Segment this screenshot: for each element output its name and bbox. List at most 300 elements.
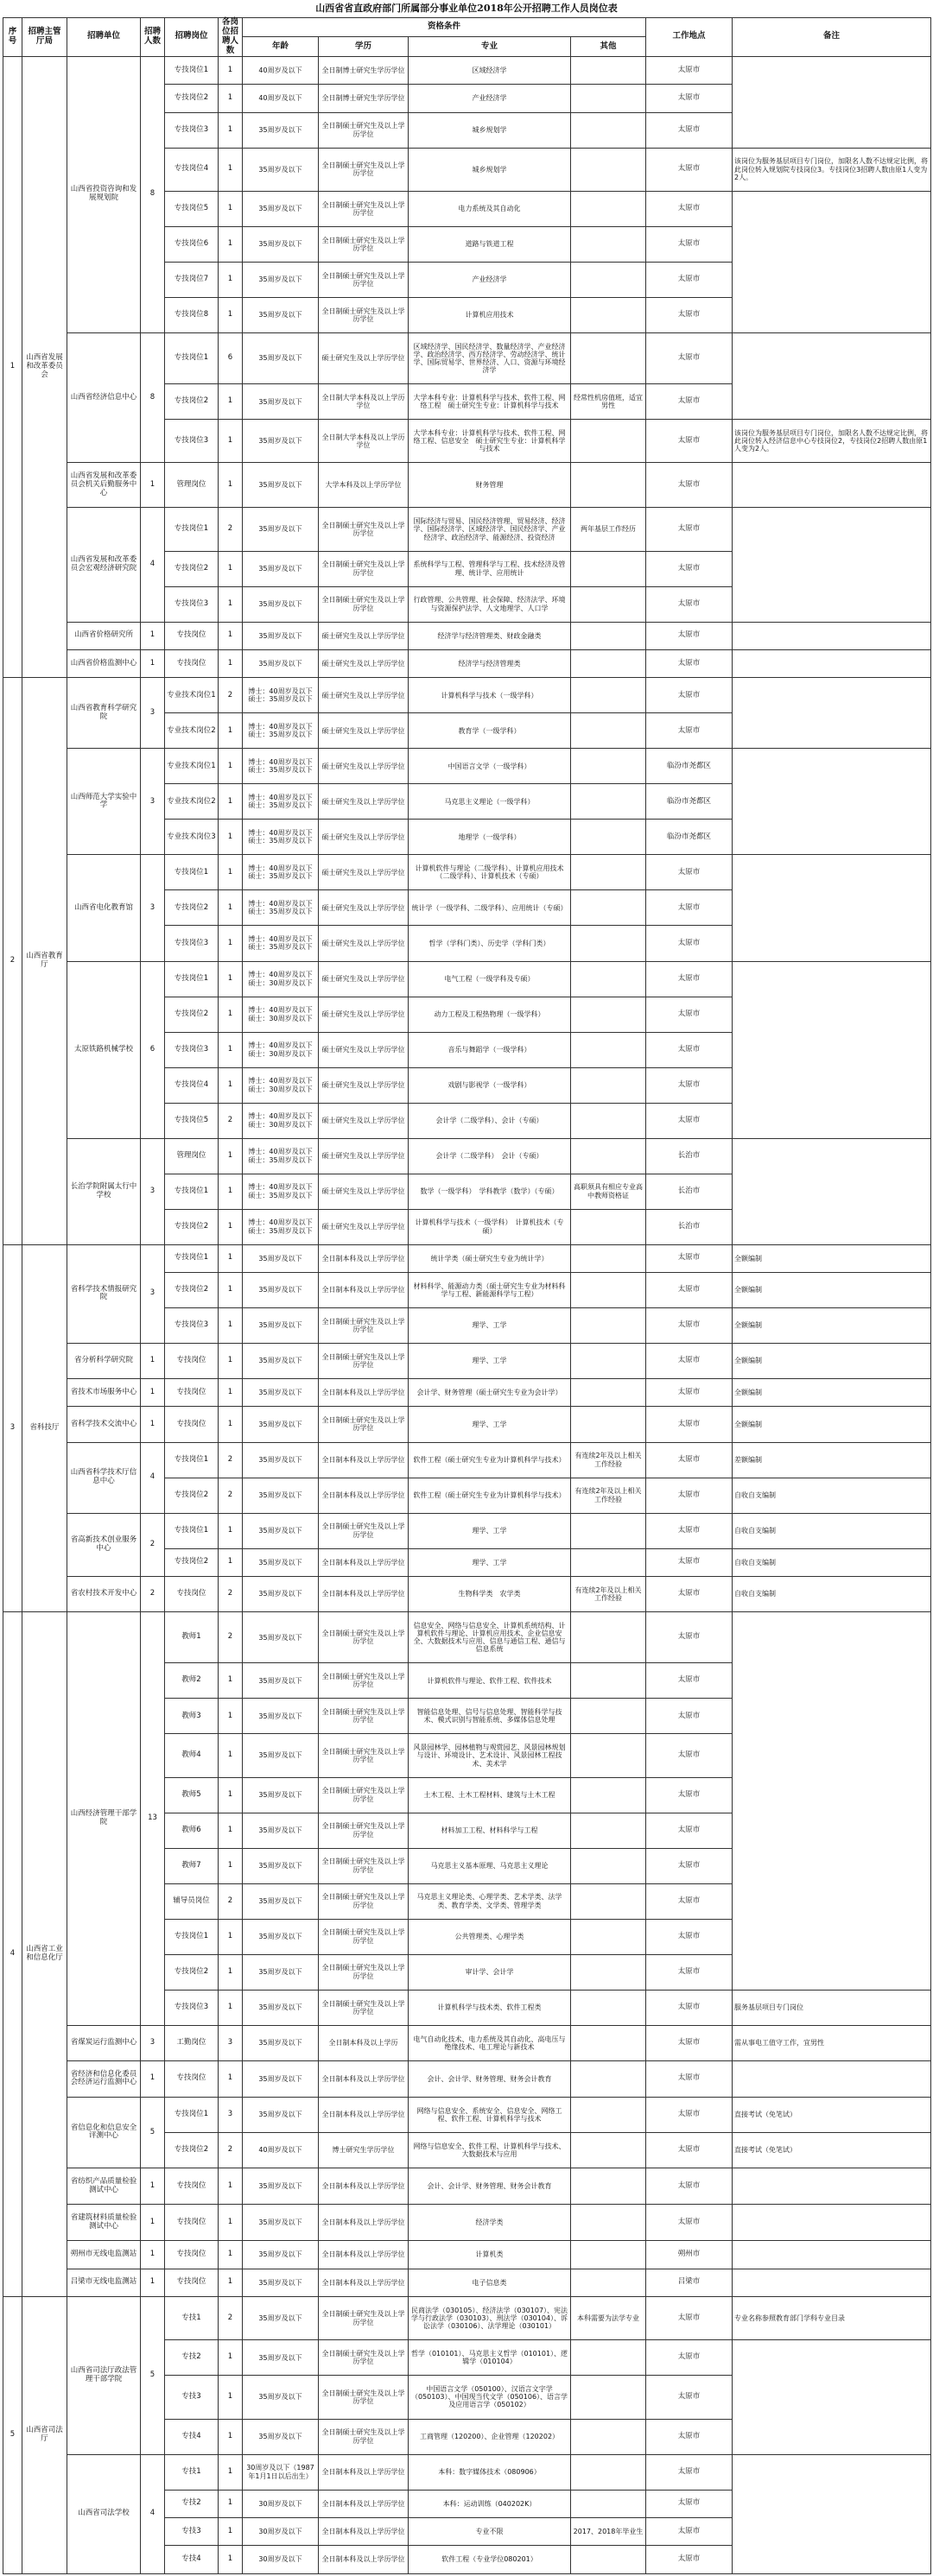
post-cell: 专技岗位3	[165, 926, 219, 961]
place-cell: 太原市	[646, 1777, 733, 1813]
major-cell: 系统科学与工程、管理科学与工程、技术经济及管理、统计学、应用统计	[409, 551, 571, 586]
table-row	[3, 2454, 931, 2490]
post-cell: 教师6	[165, 1813, 219, 1848]
unit-count-cell: 4	[141, 508, 165, 622]
post-count-cell: 1	[219, 2490, 243, 2517]
post-cell: 专技岗位2	[165, 1548, 219, 1576]
major-cell: 音乐与舞蹈学（一级学科）	[409, 1032, 571, 1067]
age-cell: 35周岁及以下	[243, 1548, 319, 1576]
post-cell: 专业技术岗位1	[165, 749, 219, 784]
place-cell: 太原市	[646, 1513, 733, 1548]
place-cell: 太原市	[646, 1954, 733, 1990]
edu-cell: 全日制硕士研究生及以上学历学位	[319, 1699, 409, 1734]
dept-cell: 省科技厅	[22, 1244, 67, 1611]
other-cell	[571, 1379, 646, 1407]
other-cell	[571, 1734, 646, 1777]
edu-cell: 硕士研究生及以上学历学位	[319, 961, 409, 997]
edu-cell: 硕士研究生及以上学历学位	[319, 1032, 409, 1067]
post-cell: 专技岗位3	[165, 420, 219, 463]
other-cell	[571, 2546, 646, 2573]
age-cell: 博士：40周岁及以下 硕士：35周岁及以下	[243, 784, 319, 820]
post-count-cell: 1	[219, 784, 243, 820]
age-cell: 博士：40周岁及以下 硕士：30周岁及以下	[243, 1103, 319, 1138]
major-cell: 材料科学、能源动力类（硕士研究生专业为材料科学与工程、新能源科学与工程）	[409, 1273, 571, 1308]
age-cell: 35周岁及以下	[243, 148, 319, 191]
major-cell: 哲学（学科门类）、历史学（学科门类）	[409, 926, 571, 961]
note-cell: 自收自支编制	[733, 1576, 931, 1611]
note-cell: 自收自支编制	[733, 1548, 931, 1576]
place-cell: 太原市	[646, 1273, 733, 1308]
edu-cell: 全日制硕士研究生及以上学历学位	[319, 1990, 409, 2025]
table-row	[3, 2241, 931, 2269]
age-cell: 35周岁及以下	[243, 1813, 319, 1848]
post-cell: 专技岗位	[165, 2205, 219, 2241]
place-cell: 太原市	[646, 112, 733, 148]
major-cell: 民商法学（030105）、经济法学（030107）、宪法学与行政法学（030103）、刑法学（030104）、诉讼法学（030106）、法学理论（030101）	[409, 2297, 571, 2340]
age-cell: 博士：40周岁及以下 硕士：35周岁及以下	[243, 1209, 319, 1244]
place-cell: 朔州市	[646, 2241, 733, 2269]
major-cell: 本科：数字媒体技术（080906）	[409, 2454, 571, 2490]
other-cell	[571, 2454, 646, 2490]
unit-count-cell: 3	[141, 749, 165, 855]
post-count-cell: 1	[219, 1513, 243, 1548]
major-cell: 地理学（一级学科）	[409, 820, 571, 855]
other-cell	[571, 1273, 646, 1308]
post-cell: 专技岗位2	[165, 1478, 219, 1513]
age-cell: 35周岁及以下	[243, 262, 319, 297]
other-cell: 两年基层工作经历	[571, 508, 646, 551]
table-row	[3, 2269, 931, 2296]
post-count-cell: 1	[219, 2517, 243, 2545]
post-count-cell: 1	[219, 961, 243, 997]
edu-cell: 硕士研究生及以上学历学位	[319, 855, 409, 890]
unit-count-cell: 1	[141, 1379, 165, 1407]
place-cell: 太原市	[646, 2205, 733, 2241]
post-cell: 专技岗位1	[165, 1442, 219, 1478]
place-cell: 太原市	[646, 148, 733, 191]
unit-count-cell: 3	[141, 2025, 165, 2060]
edu-cell: 全日制本科及以上学历学位	[319, 2546, 409, 2573]
place-cell: 太原市	[646, 1611, 733, 1662]
other-cell	[571, 855, 646, 890]
age-cell: 40周岁及以下	[243, 2132, 319, 2168]
age-cell: 35周岁及以下	[243, 551, 319, 586]
unit-cell: 省建筑材料质量检验测试中心	[67, 2205, 141, 2241]
place-cell: 太原市	[646, 1032, 733, 1067]
age-cell: 35周岁及以下	[243, 2340, 319, 2376]
unit-count-cell: 4	[141, 2454, 165, 2573]
major-cell: 审计学、会计学	[409, 1954, 571, 1990]
post-cell: 专技岗位1	[165, 1174, 219, 1209]
major-cell: 国际经济与贸易、国民经济管理、贸易经济、经济学、国际经济学、区域经济学、国民经济学、产业经济学、政治经济学、能源经济、投资经济	[409, 508, 571, 551]
table-row	[3, 749, 931, 784]
major-cell: 土木工程、土木工程材料、建筑与土木工程	[409, 1777, 571, 1813]
post-cell: 专技岗位	[165, 2060, 219, 2097]
place-cell: 太原市	[646, 678, 733, 713]
post-count-cell: 1	[219, 1308, 243, 1344]
post-count-cell: 1	[219, 1699, 243, 1734]
place-cell: 太原市	[646, 2097, 733, 2132]
major-cell: 理学、工学	[409, 1344, 571, 1379]
age-cell: 35周岁及以下	[243, 1576, 319, 1611]
place-cell: 太原市	[646, 1308, 733, 1344]
place-cell: 太原市	[646, 1407, 733, 1442]
other-cell: 2017、2018年毕业生	[571, 2517, 646, 2545]
table-row	[3, 56, 931, 84]
age-cell: 35周岁及以下	[243, 1777, 319, 1813]
major-cell: 软件工程（硕士研究生专业为计算机科学与技术）	[409, 1478, 571, 1513]
header-post: 招聘岗位	[165, 18, 219, 57]
other-cell	[571, 2097, 646, 2132]
edu-cell: 硕士研究生及以上学历学位	[319, 1067, 409, 1103]
unit-cell: 山西省发展和改革委员会宏观经济研究院	[67, 508, 141, 622]
post-cell: 专技岗位	[165, 649, 219, 677]
post-count-cell: 1	[219, 1777, 243, 1813]
table-row	[3, 1138, 931, 1174]
place-cell: 太原市	[646, 332, 733, 383]
age-cell: 博士：40周岁及以下 硕士：35周岁及以下	[243, 749, 319, 784]
post-cell: 专技岗位	[165, 2269, 219, 2296]
post-cell: 专技岗位2	[165, 1273, 219, 1308]
post-cell: 专技岗位1	[165, 2097, 219, 2132]
seq-cell: 3	[3, 1244, 22, 1611]
post-cell: 专技岗位6	[165, 226, 219, 262]
table-row	[3, 2060, 931, 2097]
age-cell: 40周岁及以下	[243, 56, 319, 84]
unit-count-cell: 1	[141, 2168, 165, 2204]
unit-cell: 山西省科学技术厅信息中心	[67, 1442, 141, 1513]
post-cell: 专技岗位1	[165, 1513, 219, 1548]
other-cell	[571, 890, 646, 926]
edu-cell: 全日制硕士研究生及以上学历学位	[319, 1308, 409, 1344]
other-cell	[571, 926, 646, 961]
other-cell	[571, 148, 646, 191]
post-count-cell: 1	[219, 2546, 243, 2573]
other-cell: 经常性机房值班，适宜男性	[571, 384, 646, 420]
edu-cell: 硕士研究生及以上学历学位	[319, 1209, 409, 1244]
post-cell: 专技岗位2	[165, 2132, 219, 2168]
other-cell	[571, 2241, 646, 2269]
edu-cell: 硕士研究生及以上学历学位	[319, 332, 409, 383]
age-cell: 35周岁及以下	[243, 622, 319, 649]
other-cell	[571, 1777, 646, 1813]
edu-cell: 硕士研究生及以上学历学位	[319, 713, 409, 749]
post-count-cell: 1	[219, 749, 243, 784]
edu-cell: 硕士研究生及以上学历学位	[319, 749, 409, 784]
major-cell: 会计学、财务管理（硕士研究生专业为会计学）	[409, 1379, 571, 1407]
place-cell: 太原市	[646, 1442, 733, 1478]
other-cell	[571, 191, 646, 226]
note-cell	[733, 1138, 931, 1244]
header-count: 招聘人数	[141, 18, 165, 57]
place-cell: 长治市	[646, 1209, 733, 1244]
post-count-cell: 1	[219, 622, 243, 649]
age-cell: 35周岁及以下	[243, 2025, 319, 2060]
other-cell: 有连续2年及以上相关工作经验	[571, 1478, 646, 1513]
post-count-cell: 1	[219, 1138, 243, 1174]
major-cell: 工商管理（120200）、企业管理（120202）	[409, 2419, 571, 2454]
note-cell	[733, 56, 931, 148]
note-cell: 全额编制	[733, 1344, 931, 1379]
table-row	[3, 2025, 931, 2060]
post-count-cell: 1	[219, 1032, 243, 1067]
post-cell: 教师3	[165, 1699, 219, 1734]
header-qualifications: 资格条件	[243, 18, 646, 37]
edu-cell: 全日制本科及以上学历学位	[319, 2517, 409, 2545]
unit-cell: 山西省电化教育馆	[67, 855, 141, 961]
unit-count-cell: 1	[141, 1344, 165, 1379]
major-cell: 区域经济学	[409, 56, 571, 84]
major-cell: 城乡规划学	[409, 148, 571, 191]
post-count-cell: 1	[219, 2340, 243, 2376]
other-cell	[571, 262, 646, 297]
unit-count-cell: 13	[141, 1611, 165, 2025]
major-cell: 会计学（二级学科）、会计（专硕）	[409, 1103, 571, 1138]
post-cell: 专技岗位3	[165, 112, 219, 148]
place-cell: 太原市	[646, 1848, 733, 1883]
post-cell: 专技岗位1	[165, 961, 219, 997]
age-cell: 35周岁及以下	[243, 112, 319, 148]
unit-count-cell: 1	[141, 2060, 165, 2097]
post-count-cell: 2	[219, 678, 243, 713]
major-cell: 马克思主义基本原理、马克思主义理论	[409, 1848, 571, 1883]
place-cell: 太原市	[646, 1990, 733, 2025]
place-cell: 太原市	[646, 2060, 733, 2097]
post-cell: 专技岗位1	[165, 1919, 219, 1954]
major-cell: 计算机应用技术	[409, 297, 571, 332]
age-cell: 35周岁及以下	[243, 508, 319, 551]
major-cell: 财务管理	[409, 463, 571, 508]
other-cell	[571, 586, 646, 622]
edu-cell: 硕士研究生及以上学历学位	[319, 1103, 409, 1138]
major-cell: 行政管理、公共管理、社会保障、经济法学、环境与资源保护法学、人文地理学、人口学	[409, 586, 571, 622]
age-cell: 35周岁及以下	[243, 1344, 319, 1379]
post-count-cell: 1	[219, 1244, 243, 1272]
other-cell	[571, 1611, 646, 1662]
note-cell	[733, 2168, 931, 2204]
major-cell: 马克思主义理论类、心理学类、艺术学类、法学类、教育学类、文学类、管理学类	[409, 1883, 571, 1919]
post-count-cell: 1	[219, 148, 243, 191]
post-cell: 专技岗位2	[165, 1954, 219, 1990]
place-cell: 太原市	[646, 961, 733, 997]
place-cell: 太原市	[646, 1344, 733, 1379]
post-count-cell: 2	[219, 1576, 243, 1611]
post-count-cell: 3	[219, 2025, 243, 2060]
table-row	[3, 2097, 931, 2132]
post-count-cell: 3	[219, 2097, 243, 2132]
edu-cell: 硕士研究生及以上学历学位	[319, 820, 409, 855]
major-cell: 电力系统及其自动化	[409, 191, 571, 226]
major-cell: 公共管理类、心理学类	[409, 1919, 571, 1954]
post-cell: 管理岗位	[165, 463, 219, 508]
header-post-count: 各岗位招聘人数	[219, 18, 243, 57]
post-cell: 专技岗位	[165, 1576, 219, 1611]
age-cell: 35周岁及以下	[243, 191, 319, 226]
unit-count-cell: 3	[141, 1138, 165, 1244]
post-count-cell: 1	[219, 1813, 243, 1848]
place-cell: 长治市	[646, 1174, 733, 1209]
note-cell	[733, 2454, 931, 2573]
major-cell: 会计、会计学、财务管理、财务会计教育	[409, 2168, 571, 2204]
header-unit: 招聘单位	[67, 18, 141, 57]
header-dept: 招聘主管厅局	[22, 18, 67, 57]
major-cell: 会计、会计学、财务管理、财务会计教育	[409, 2060, 571, 2097]
post-count-cell: 1	[219, 1273, 243, 1308]
age-cell: 30周岁及以下	[243, 2546, 319, 2573]
other-cell: 本科需要为法学专业	[571, 2297, 646, 2340]
post-cell: 专业技术岗位1	[165, 678, 219, 713]
place-cell: 太原市	[646, 2454, 733, 2490]
edu-cell: 全日制本科及以上学历学位	[319, 2454, 409, 2490]
place-cell: 太原市	[646, 262, 733, 297]
post-count-cell: 1	[219, 1848, 243, 1883]
edu-cell: 硕士研究生及以上学历学位	[319, 784, 409, 820]
post-count-cell: 1	[219, 1954, 243, 1990]
major-cell: 产业经济学	[409, 85, 571, 112]
post-cell: 教师1	[165, 1611, 219, 1662]
major-cell: 电子信息类	[409, 2269, 571, 2296]
unit-cell: 山西省司法厅政法管理干部学院	[67, 2297, 141, 2454]
age-cell: 35周岁及以下	[243, 586, 319, 622]
other-cell	[571, 1919, 646, 1954]
post-cell: 专技岗位2	[165, 890, 219, 926]
age-cell: 35周岁及以下	[243, 384, 319, 420]
other-cell	[571, 1813, 646, 1848]
major-cell: 城乡规划学	[409, 112, 571, 148]
edu-cell: 全日制硕士研究生及以上学历学位	[319, 1513, 409, 1548]
age-cell: 35周岁及以下	[243, 2097, 319, 2132]
post-cell: 专技岗位7	[165, 262, 219, 297]
unit-cell: 省经济和信息化委员会经济运行监测中心	[67, 2060, 141, 2097]
post-count-cell: 2	[219, 1611, 243, 1662]
major-cell: 经济学与经济管理类、财政金融类	[409, 622, 571, 649]
unit-cell: 省技术市场服务中心	[67, 1379, 141, 1407]
age-cell: 35周岁及以下	[243, 1734, 319, 1777]
place-cell: 太原市	[646, 2132, 733, 2168]
edu-cell: 全日制硕士研究生及以上学历学位	[319, 1663, 409, 1699]
other-cell	[571, 297, 646, 332]
header-seq: 序号	[3, 18, 22, 57]
edu-cell: 全日制本科及以上学历学位	[319, 2168, 409, 2204]
major-cell: 戏剧与影视学（一级学科）	[409, 1067, 571, 1103]
note-cell: 直接考试（免笔试）	[733, 2097, 931, 2132]
edu-cell: 全日制硕士研究生及以上学历学位	[319, 112, 409, 148]
age-cell: 35周岁及以下	[243, 1954, 319, 1990]
age-cell: 35周岁及以下	[243, 1379, 319, 1407]
place-cell: 太原市	[646, 1379, 733, 1407]
major-cell: 大学本科专业：计算机科学与技术、软件工程、网络工程、信息安全 硕士研究生专业：计算机科学与技术	[409, 420, 571, 463]
post-count-cell: 1	[219, 2376, 243, 2419]
table-row	[3, 622, 931, 649]
edu-cell: 全日制硕士研究生及以上学历学位	[319, 2419, 409, 2454]
other-cell: 有连续2年及以上相关工作经验	[571, 1576, 646, 1611]
post-cell: 专业技术岗位2	[165, 713, 219, 749]
edu-cell: 全日制本科及以上学历学位	[319, 2205, 409, 2241]
place-cell: 太原市	[646, 586, 733, 622]
place-cell: 太原市	[646, 713, 733, 749]
unit-cell: 长治学院附属太行中学校	[67, 1138, 141, 1244]
major-cell: 电气自动化技术、电力系统及其自动化、高电压与绝缘技术、电工理论与新技术	[409, 2025, 571, 2060]
post-count-cell: 1	[219, 297, 243, 332]
unit-count-cell: 1	[141, 2241, 165, 2269]
edu-cell: 大学本科及以上学历学位	[319, 463, 409, 508]
post-count-cell: 1	[219, 820, 243, 855]
other-cell	[571, 1344, 646, 1379]
edu-cell: 全日制本科及以上学历学位	[319, 2490, 409, 2517]
note-cell	[733, 649, 931, 677]
table-row	[3, 1576, 931, 1611]
other-cell	[571, 2025, 646, 2060]
header-other: 其他	[571, 37, 646, 56]
major-cell: 区域经济学、国民经济学、数量经济学、产业经济学、政治经济学、西方经济学、劳动经济学、统计学、国际贸易学、世界经济、人口、资源与环境经济学	[409, 332, 571, 383]
unit-cell: 山西省司法学校	[67, 2454, 141, 2573]
post-cell: 专技岗位3	[165, 1990, 219, 2025]
post-count-cell: 2	[219, 2132, 243, 2168]
table-row	[3, 508, 931, 551]
unit-count-cell: 3	[141, 1244, 165, 1343]
note-cell: 全额编制	[733, 1273, 931, 1308]
post-count-cell: 6	[219, 332, 243, 383]
post-count-cell: 1	[219, 2168, 243, 2204]
place-cell: 临汾市尧都区	[646, 749, 733, 784]
major-cell: 经济学与经济管理类	[409, 649, 571, 677]
edu-cell: 全日制硕士研究生及以上学历学位	[319, 1848, 409, 1883]
other-cell	[571, 2060, 646, 2097]
place-cell: 太原市	[646, 1244, 733, 1272]
place-cell: 太原市	[646, 191, 733, 226]
major-cell: 计算机类	[409, 2241, 571, 2269]
table-row	[3, 678, 931, 713]
age-cell: 博士：40周岁及以下 硕士：30周岁及以下	[243, 961, 319, 997]
edu-cell: 全日制硕士研究生及以上学历学位	[319, 226, 409, 262]
edu-cell: 硕士研究生及以上学历学位	[319, 1138, 409, 1174]
post-count-cell: 1	[219, 1548, 243, 1576]
place-cell: 太原市	[646, 1548, 733, 1576]
page-title: 山西省省直政府部门所属部分事业单位2018年公开招聘工作人员岗位表	[315, 3, 618, 14]
seq-cell: 1	[3, 56, 22, 678]
major-cell: 软件工程（专业学位080201）	[409, 2546, 571, 2573]
post-cell: 专技岗位1	[165, 56, 219, 84]
age-cell: 35周岁及以下	[243, 2241, 319, 2269]
post-cell: 专技2	[165, 2490, 219, 2517]
post-count-cell: 1	[219, 112, 243, 148]
other-cell	[571, 713, 646, 749]
post-cell: 专技岗位	[165, 1379, 219, 1407]
age-cell: 博士：40周岁及以下 硕士：30周岁及以下	[243, 1032, 319, 1067]
post-count-cell: 1	[219, 2269, 243, 2296]
place-cell: 太原市	[646, 649, 733, 677]
edu-cell: 全日制硕士研究生及以上学历学位	[319, 508, 409, 551]
other-cell	[571, 1138, 646, 1174]
major-cell: 数学（一级学科） 学科教学（数学）（专硕）	[409, 1174, 571, 1209]
unit-count-cell: 1	[141, 2205, 165, 2241]
major-cell: 网络与信息安全、系统安全、信息安全、网络工程、软件工程、计算机科学与技术	[409, 2097, 571, 2132]
other-cell	[571, 2132, 646, 2168]
post-count-cell: 1	[219, 1407, 243, 1442]
age-cell: 35周岁及以下	[243, 1273, 319, 1308]
post-cell: 专技岗位8	[165, 297, 219, 332]
post-cell: 辅导员岗位	[165, 1883, 219, 1919]
post-cell: 教师4	[165, 1734, 219, 1777]
other-cell	[571, 463, 646, 508]
place-cell: 太原市	[646, 1699, 733, 1734]
place-cell: 太原市	[646, 2025, 733, 2060]
age-cell: 博士：40周岁及以下 硕士：35周岁及以下	[243, 1138, 319, 1174]
place-cell: 太原市	[646, 85, 733, 112]
other-cell	[571, 332, 646, 383]
major-cell: 生物科学类 农学类	[409, 1576, 571, 1611]
other-cell	[571, 1209, 646, 1244]
